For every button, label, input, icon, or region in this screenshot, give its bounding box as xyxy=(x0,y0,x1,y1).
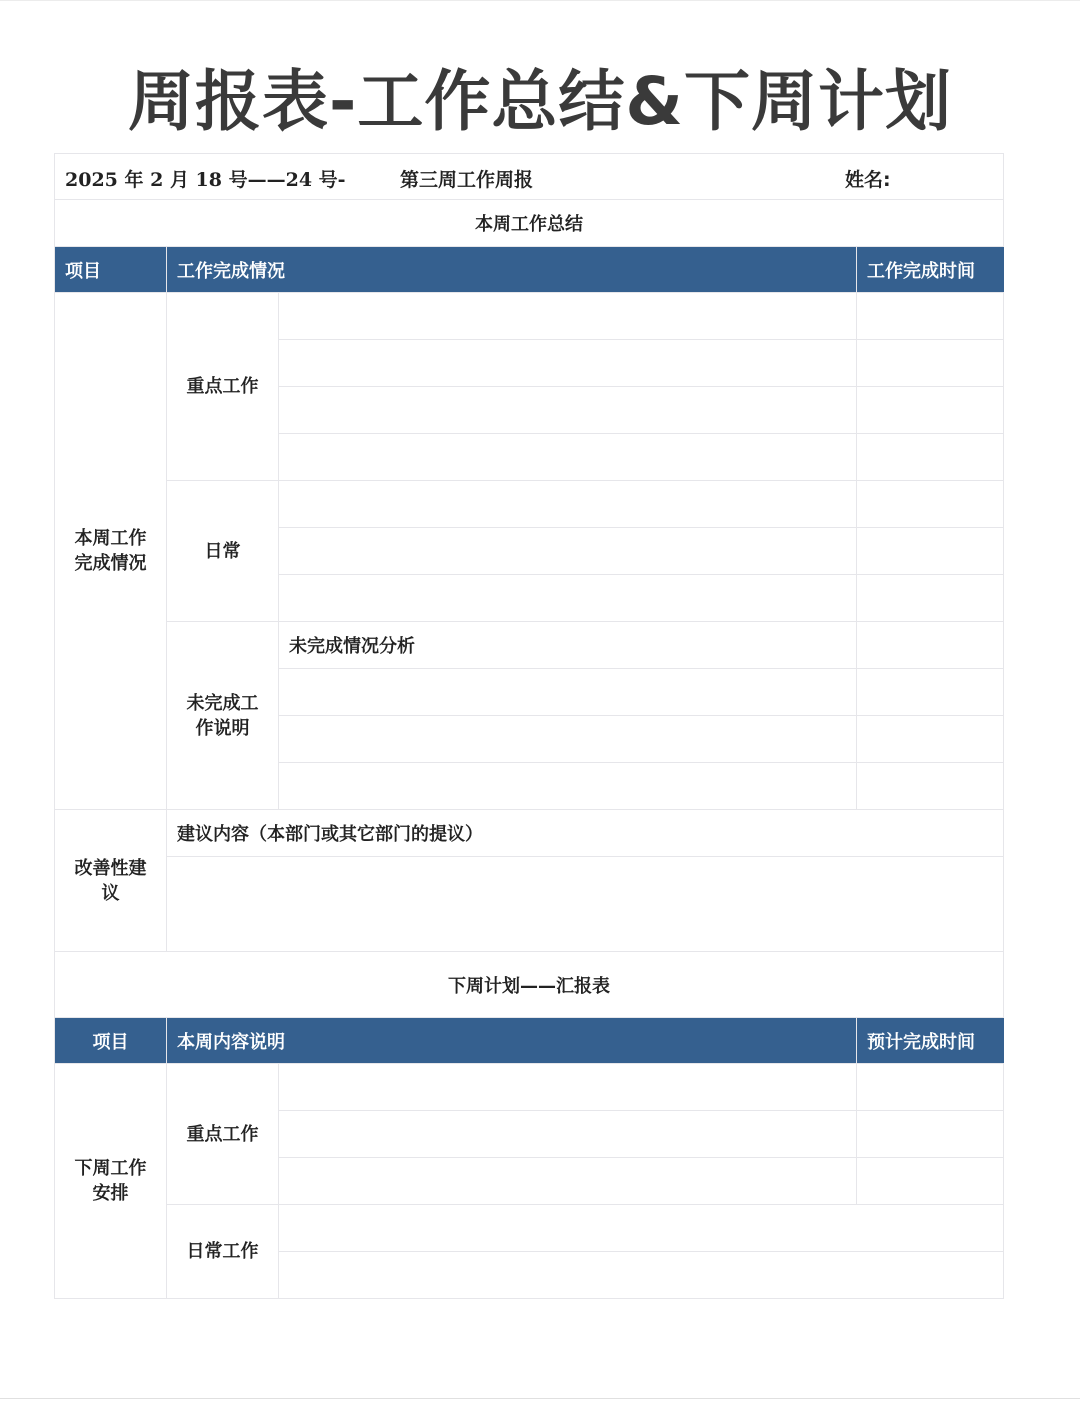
daily-cell[interactable] xyxy=(279,528,857,575)
plan-header-time: 预计完成时间 xyxy=(857,1018,1004,1064)
next-key-work-time-cell[interactable] xyxy=(857,1158,1004,1205)
next-week-label-text: 下周工作安排 xyxy=(74,1158,147,1204)
next-key-work-time-cell[interactable] xyxy=(857,1064,1004,1111)
summary-section-title: 本周工作总结 xyxy=(55,200,1004,247)
summary-header-row xyxy=(55,247,1004,293)
next-key-work-cell[interactable] xyxy=(279,1064,857,1111)
group-label-next-week xyxy=(55,1064,167,1299)
summary-section-row xyxy=(55,200,1004,247)
weekly-report-table xyxy=(54,153,1004,1299)
incomplete-cell[interactable] xyxy=(279,669,857,716)
incomplete-time-cell[interactable] xyxy=(857,669,1004,716)
daily-time-cell[interactable] xyxy=(857,528,1004,575)
next-key-work-cell[interactable] xyxy=(279,1111,857,1158)
daily-cell[interactable] xyxy=(279,575,857,622)
page-title: 周报表-工作总结&下周计划 xyxy=(128,63,952,140)
plan-header-content: 本周内容说明 xyxy=(167,1018,857,1064)
key-work-time-cell[interactable] xyxy=(857,387,1004,434)
next-key-work-label: 重点工作 xyxy=(167,1064,279,1205)
next-daily-label: 日常工作 xyxy=(167,1205,279,1299)
incomplete-label xyxy=(167,622,279,810)
plan-header-row xyxy=(55,1018,1004,1064)
key-work-label: 重点工作 xyxy=(167,293,279,481)
key-work-cell[interactable] xyxy=(279,340,857,387)
key-work-cell[interactable] xyxy=(279,293,857,340)
key-work-time-cell[interactable] xyxy=(857,434,1004,481)
group-label-text: 本周工作完成情况 xyxy=(74,528,147,574)
incomplete-label-text: 未完成工作说明 xyxy=(186,692,259,739)
incomplete-analysis: 未完成情况分析 xyxy=(279,622,857,669)
name-label: 姓名: xyxy=(845,169,891,191)
plan-section-row xyxy=(55,952,1004,1018)
improvement-label-text: 改善性建议 xyxy=(74,857,147,904)
incomplete-time-cell[interactable] xyxy=(857,622,1004,669)
incomplete-time-cell[interactable] xyxy=(857,763,1004,810)
incomplete-cell[interactable] xyxy=(279,716,857,763)
plan-section-title: 下周计划——汇报表 xyxy=(55,952,1004,1018)
next-daily-cell[interactable] xyxy=(279,1252,1004,1299)
key-work-time-cell[interactable] xyxy=(857,340,1004,387)
plan-header-item: 项目 xyxy=(55,1018,167,1064)
daily-label: 日常 xyxy=(167,481,279,622)
daily-time-cell[interactable] xyxy=(857,575,1004,622)
key-work-cell[interactable] xyxy=(279,434,857,481)
week-label: 第三周工作周报 xyxy=(400,169,534,191)
daily-time-cell[interactable] xyxy=(857,481,1004,528)
next-key-work-time-cell[interactable] xyxy=(857,1111,1004,1158)
improvement-label xyxy=(55,810,167,952)
suggestion-content: 建议内容（本部门或其它部门的提议） xyxy=(167,810,1004,857)
daily-cell[interactable] xyxy=(279,481,857,528)
incomplete-time-cell[interactable] xyxy=(857,716,1004,763)
suggestion-input-cell[interactable] xyxy=(167,857,1004,952)
header-item: 项目 xyxy=(55,247,167,293)
info-row xyxy=(55,154,1004,200)
header-status: 工作完成情况 xyxy=(167,247,857,293)
bottom-divider xyxy=(0,1398,1080,1399)
next-daily-cell[interactable] xyxy=(279,1205,1004,1252)
group-label-this-week xyxy=(55,293,167,810)
date-range: 2025 年 2 月 18 号——24 号- xyxy=(65,169,346,191)
header-time: 工作完成时间 xyxy=(857,247,1004,293)
key-work-cell[interactable] xyxy=(279,387,857,434)
incomplete-cell[interactable] xyxy=(279,763,857,810)
key-work-time-cell[interactable] xyxy=(857,293,1004,340)
top-divider xyxy=(0,0,1080,1)
next-key-work-cell[interactable] xyxy=(279,1158,857,1205)
